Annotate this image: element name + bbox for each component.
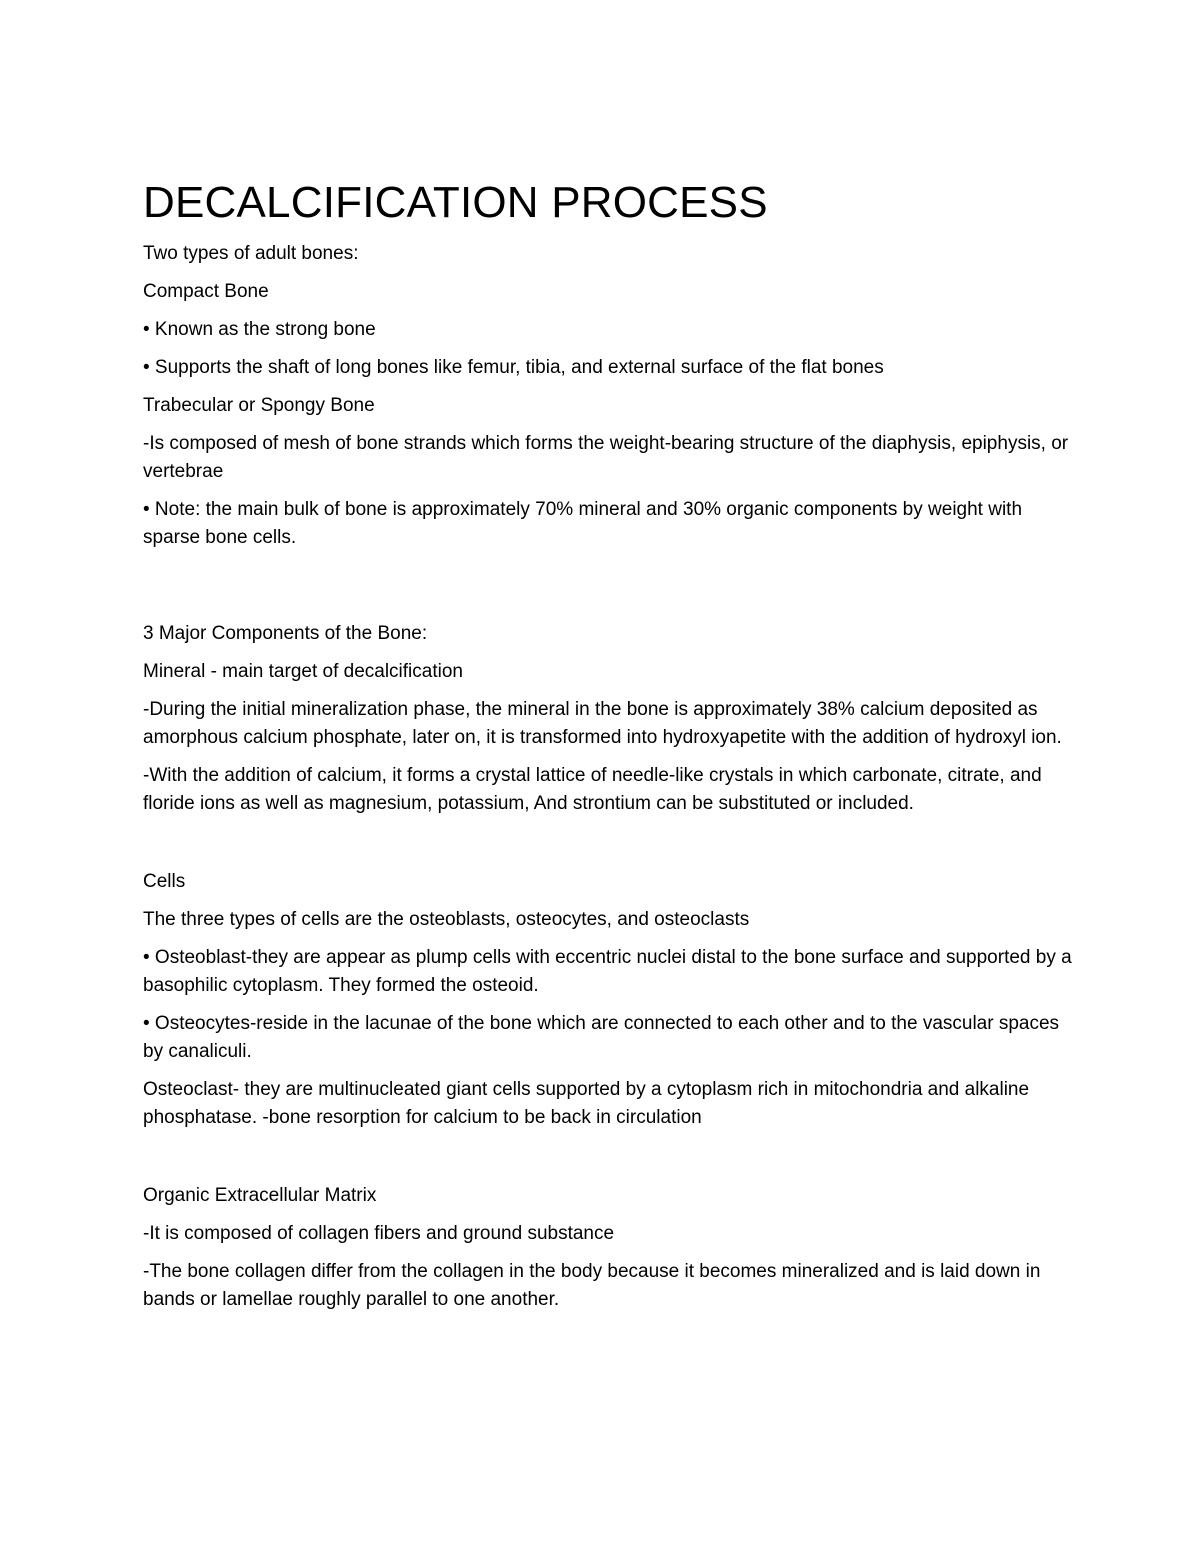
matrix-paragraph: -It is composed of collagen fibers and ground substance <box>143 1223 615 1244</box>
cells-heading: Cells <box>143 871 186 892</box>
document-title: DECALCIFICATION PROCESS <box>143 178 768 227</box>
mineral-paragraph: -During the initial mineralization phase, the mineral in the bone is approximately 38% calcium deposited as amorphous calcium phosphate, later on, it is transformed into hydroxyapetite with the addition of hydroxyl ion. <box>143 699 1062 748</box>
cells-intro: The three types of cells are the osteoblasts, osteocytes, and osteoclasts <box>143 909 750 930</box>
mineral-heading: Mineral - main target of decalcification <box>143 661 463 682</box>
matrix-paragraph: -The bone collagen differ from the collagen in the body because it becomes mineralized and is laid down in bands or lamellae roughly parallel to one another. <box>143 1261 1041 1310</box>
matrix-heading: Organic Extracellular Matrix <box>143 1185 377 1206</box>
compact-bone-bullet: • Supports the shaft of long bones like femur, tibia, and external surface of the flat bones <box>143 357 884 378</box>
compact-bone-bullet: • Known as the strong bone <box>143 319 376 340</box>
section-spacer <box>143 1142 1080 1182</box>
components-intro: 3 Major Components of the Bone: <box>143 623 428 644</box>
mineral-paragraph: -With the addition of calcium, it forms a crystal lattice of needle-like crystals in which carbonate, citrate, and floride ions as well as magnesium, potassium, And strontium can be substituted or included. <box>143 765 1042 814</box>
compact-bone-heading: Compact Bone <box>143 281 269 302</box>
section-spacer <box>143 828 1080 868</box>
osteoclast-paragraph: Osteoclast- they are multinucleated giant cells supported by a cytoplasm rich in mitochondria and alkaline phosphatase. -bone resorption for calcium to be back in circulation <box>143 1079 1030 1128</box>
osteocytes-bullet: • Osteocytes-reside in the lacunae of the bone which are connected to each other and to the vascular spaces by canaliculi. <box>143 1013 1060 1062</box>
osteoblast-bullet: • Osteoblast-they are appear as plump cells with eccentric nuclei distal to the bone surface and supported by a basophilic cytoplasm. They formed the osteoid. <box>143 947 1072 996</box>
trabecular-bone-description: -Is composed of mesh of bone strands which forms the weight-bearing structure of the diaphysis, epiphysis, or vertebrae <box>143 433 1069 482</box>
bone-types-intro: Two types of adult bones: <box>143 243 359 264</box>
trabecular-bone-heading: Trabecular or Spongy Bone <box>143 395 375 416</box>
bone-composition-note: • Note: the main bulk of bone is approximately 70% mineral and 30% organic components by weight with sparse bone cells. <box>143 499 1023 548</box>
section-spacer <box>143 562 1080 620</box>
